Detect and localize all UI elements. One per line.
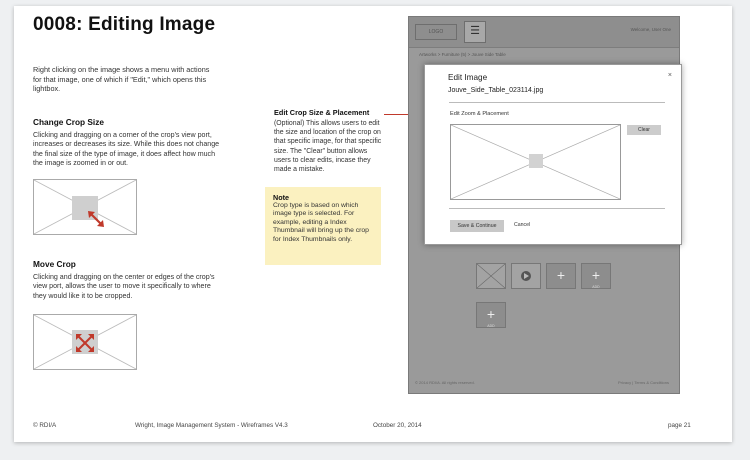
crop-handle[interactable] bbox=[529, 154, 543, 168]
crop-resize-illustration bbox=[33, 179, 137, 235]
page-title: 0008: Editing Image bbox=[33, 14, 216, 35]
crop-move-illustration bbox=[33, 314, 137, 370]
hamburger-menu-icon[interactable]: ☰ bbox=[464, 21, 486, 43]
modal-divider-bottom bbox=[449, 208, 665, 209]
section-text-move-crop: Clicking and dragging on the center or edges of the crop's view port, allows the user to move it specifically to where they would like it to be cropped. bbox=[33, 273, 215, 300]
wireframe-topbar bbox=[409, 17, 679, 48]
modal-filename: Jouve_Side_Table_023114.jpg bbox=[448, 87, 544, 94]
wireframe-logo: LOGO bbox=[415, 24, 457, 40]
wireframe-video-tile[interactable] bbox=[511, 263, 541, 289]
callout-title: Edit Crop Size & Placement bbox=[274, 108, 370, 117]
crop-viewport[interactable] bbox=[450, 124, 621, 200]
footer-doc-title: Wright, Image Management System - Wireframes V4.3 bbox=[135, 422, 288, 429]
wireframe-image-tile[interactable] bbox=[476, 263, 506, 289]
section-heading-change-crop: Change Crop Size bbox=[33, 117, 104, 127]
wireframe-add-labeled-tile[interactable]: + ADD bbox=[581, 263, 611, 289]
wireframe-add-tile-2[interactable]: + ADD bbox=[476, 302, 506, 328]
edit-image-modal bbox=[424, 64, 682, 245]
footer-copyright: © RDI/A bbox=[33, 422, 57, 429]
note-body: Crop type is based on which image type is selected. For example, editing a Index Thumbnail will bring up the crop for Index Thumbnails only. bbox=[273, 202, 369, 243]
wireframe-user-greeting[interactable]: Welcome, User One bbox=[630, 27, 671, 32]
modal-title: Edit Image bbox=[448, 73, 488, 82]
cancel-link[interactable]: Cancel bbox=[514, 222, 531, 228]
wireframe-breadcrumb[interactable]: Artworks > Furniture (5) > Jouve Side Table bbox=[419, 52, 506, 57]
footer-page-number: page 21 bbox=[668, 422, 691, 429]
callout-body: (Optional) This allows users to edit the size and location of the crop on that specific image, for that specific size. The "Clear" button allows users to clear edits, incase they made a mistake. bbox=[274, 120, 382, 174]
note-box bbox=[265, 187, 381, 265]
intro-text: Right clicking on the image shows a menu with actions for that image, one of which if "Edit," which opens this lightbox. bbox=[33, 65, 210, 94]
modal-section-label: Edit Zoom & Placement bbox=[450, 111, 509, 117]
section-heading-move-crop: Move Crop bbox=[33, 259, 76, 269]
clear-button[interactable]: Clear bbox=[627, 125, 661, 135]
save-continue-button[interactable]: Save & Continue bbox=[450, 220, 504, 232]
wireframe-footer-links[interactable]: Privacy | Terms & Conditions bbox=[618, 380, 669, 385]
modal-divider-top bbox=[449, 102, 665, 103]
close-icon[interactable]: × bbox=[667, 72, 672, 79]
footer-date: October 20, 2014 bbox=[373, 422, 422, 429]
wireframe-footer-copyright: © 2014 RDI/A. All rights reserved. bbox=[415, 380, 475, 385]
callout-crop-size bbox=[274, 108, 382, 174]
note-title: Note bbox=[273, 193, 289, 202]
section-text-change-crop: Clicking and dragging on a corner of the crop's view port, increases or decreases its size. While this does not change the final size of the type of image, it does affect how much the image is zoomed in or out. bbox=[33, 131, 220, 168]
wireframe-add-tile[interactable]: + bbox=[546, 263, 576, 289]
